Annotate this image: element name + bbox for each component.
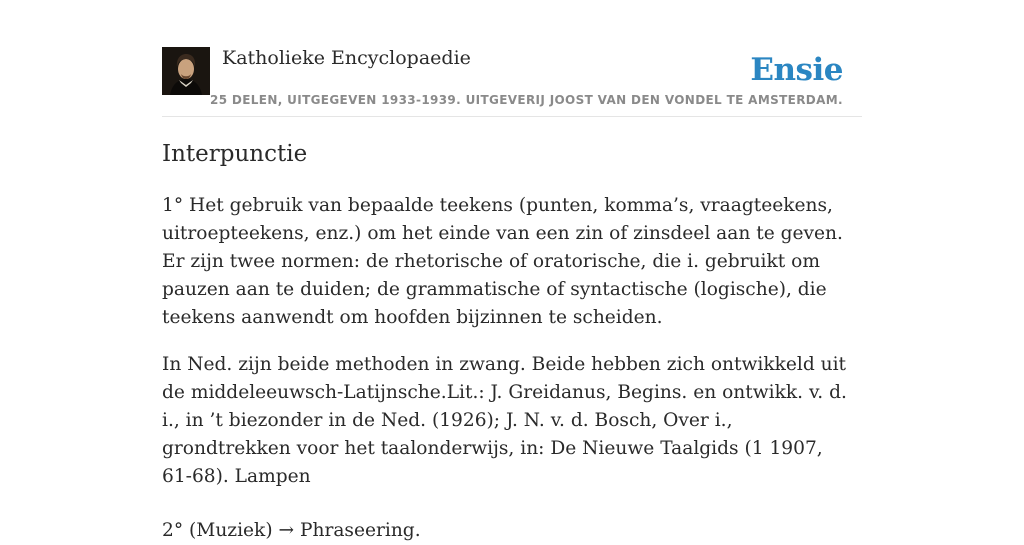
source-subtitle: 25 DELEN, UITGEGEVEN 1933-1939. UITGEVERIJ JOOST VAN DEN VONDEL TE AMSTERDAM. bbox=[210, 93, 843, 107]
phraseering-link[interactable]: 2° (Muziek) → Phraseering. bbox=[162, 520, 421, 541]
article-paragraph-crossref bbox=[162, 517, 852, 545]
portrait-avatar-icon[interactable] bbox=[162, 47, 210, 95]
article bbox=[162, 136, 852, 545]
article-title: Interpunctie bbox=[162, 141, 308, 167]
portrait-avatar-graphic bbox=[162, 47, 210, 95]
article-paragraph: 1° Het gebruik van bepaalde teekens (punten, komma’s, vraagteekens, uitroepteekens, enz.) om het einde van een zin of zinsdeel aan te geven. Er zijn twee normen: de rhetorische of oratorische, die i. gebruikt om pauzen aan te duiden; de grammatische of syntactische (logische), die teekens aanwendt om hoofden bijzinnen te scheiden. bbox=[162, 195, 843, 328]
brand-logo-link[interactable]: Ensie bbox=[750, 52, 843, 88]
article-paragraph: In Ned. zijn beide methoden in zwang. Beide hebben zich ontwikkeld uit de middeleeuwsch-Latijnsche.Lit.: J. Greidanus, Begins. en ontwikk. v. d. i., in ’t biezonder in de Ned. (1926); J. N. v. d. Bosch, Over i., grondtrekken voor het taalonderwijs, in: De Nieuwe Taalgids (1 1907, 61-68). Lampen bbox=[162, 354, 847, 487]
source-title[interactable]: Katholieke Encyclopaedie bbox=[222, 47, 471, 69]
source-header bbox=[162, 46, 862, 117]
